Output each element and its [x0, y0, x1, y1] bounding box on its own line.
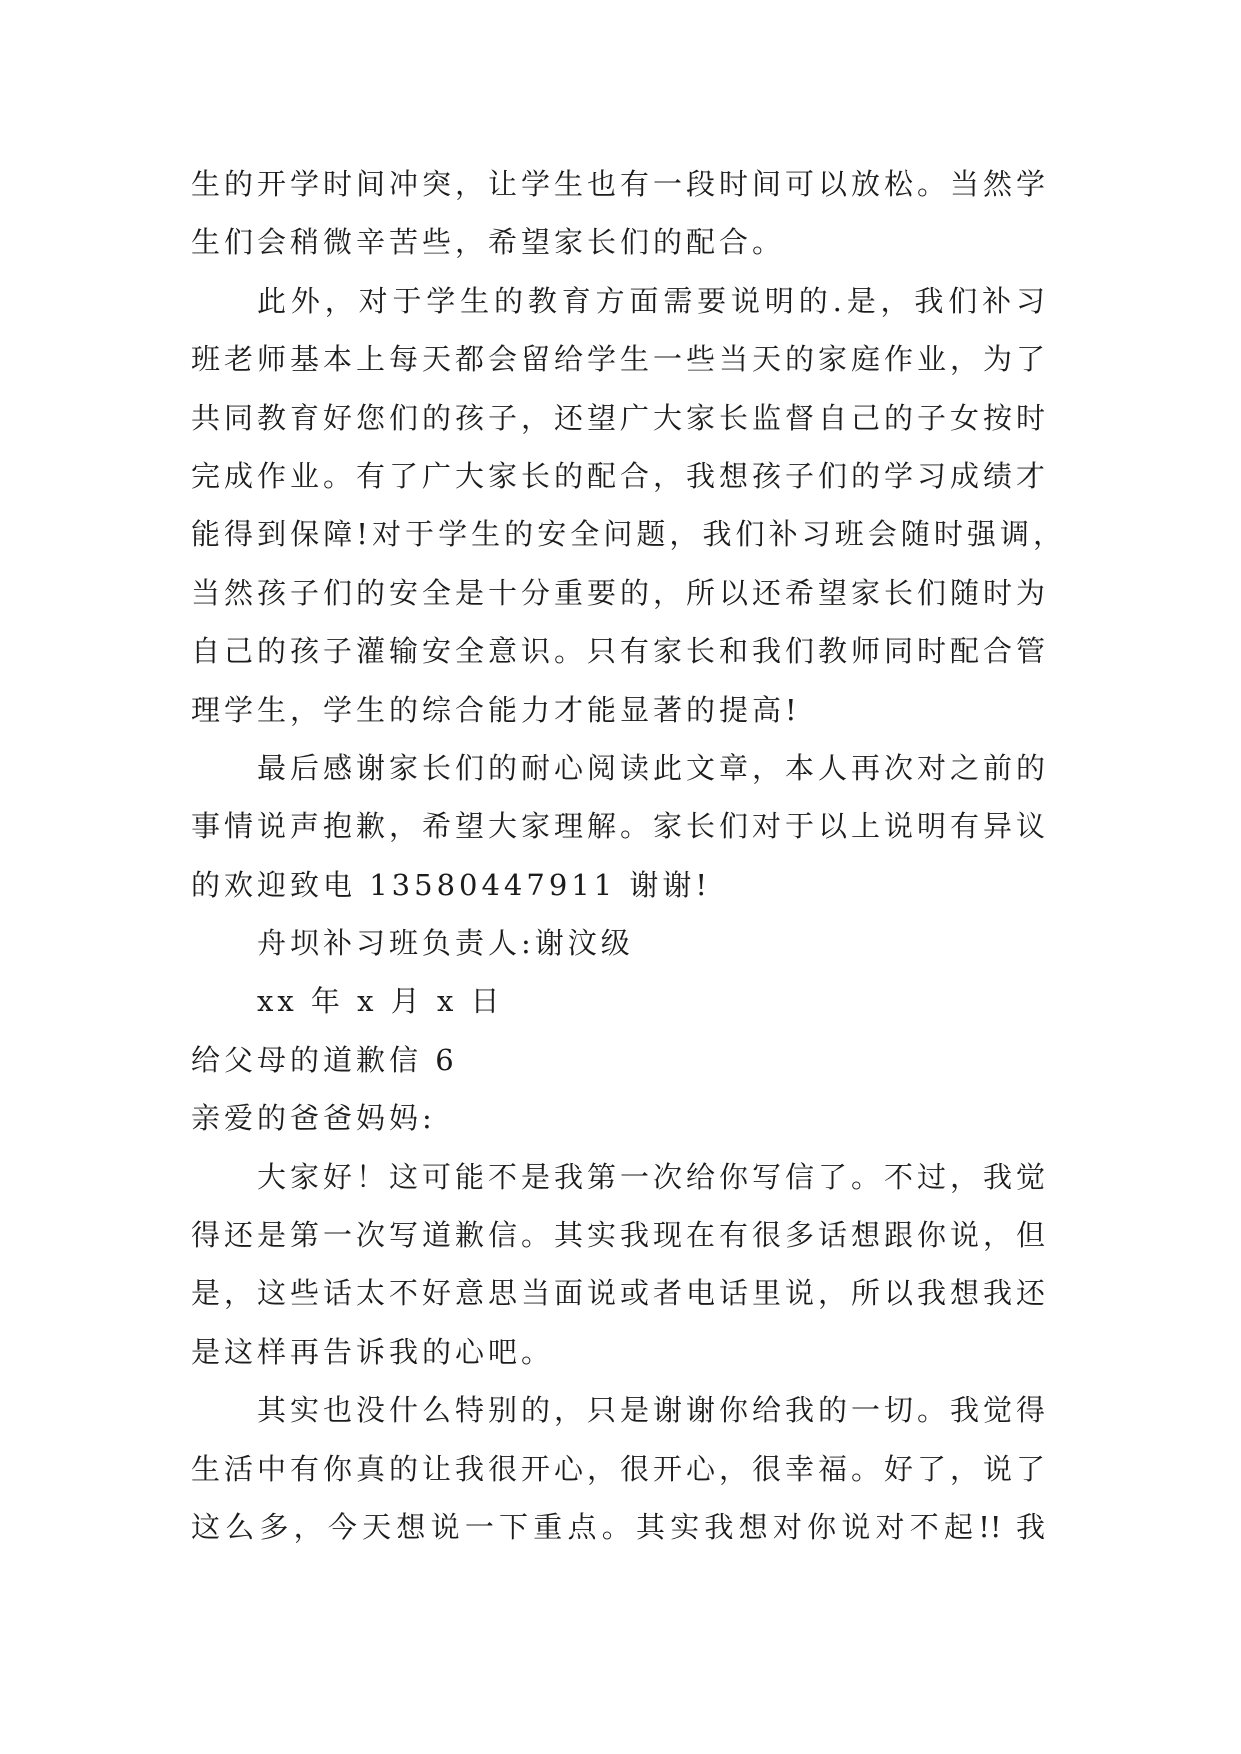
text-line: 此外，对于学生的教育方面需要说明的.是，我们补习: [257, 283, 1045, 318]
paragraph: [191, 1381, 1071, 1556]
text-line: 得还是第一次写道歉信。其实我现在有很多话想跟你说，但: [191, 1218, 1045, 1253]
text-line: 班老师基本上每天都会留给学生一些当天的家庭作业，为了: [191, 342, 1045, 377]
text-line: 生活中有你真的让我很开心，很开心，很幸福。好了，说了: [191, 1451, 1045, 1486]
text-line: 完成作业。有了广大家长的配合，我想孩子们的学习成绩才: [191, 458, 1045, 493]
text-line: 当然孩子们的安全是十分重要的，所以还希望家长们随时为: [191, 575, 1045, 610]
paragraph: [191, 155, 1071, 272]
text-line: 最后感谢家长们的耐心阅读此文章，本人再次对之前的: [257, 750, 1045, 785]
salutation: 亲爱的爸爸妈妈:: [191, 1101, 436, 1136]
document-page: [191, 155, 1071, 1556]
text-line: 是，这些话太不好意思当面说或者电话里说，所以我想我还: [191, 1276, 1045, 1311]
text-line: 能得到保障!对于学生的安全问题，我们补习班会随时强调，: [191, 517, 1062, 552]
text-line: 这么多，今天想说一下重点。其实我想对你说对不起!! 我: [191, 1509, 1045, 1544]
text-line: 其实也没什么特别的，只是谢谢你给我的一切。我觉得: [257, 1393, 1045, 1428]
text-line: 生们会稍微辛苦些，希望家长们的配合。: [191, 225, 786, 260]
text-line: 生的开学时间冲突，让学生也有一段时间可以放松。当然学: [191, 167, 1045, 201]
signature: 舟坝补习班负责人:谢汶级: [257, 926, 634, 961]
paragraph: [191, 1148, 1071, 1382]
paragraph: [191, 739, 1071, 914]
letter-title: 给父母的道歉信 6: [191, 1042, 458, 1077]
text-line: 共同教育好您们的孩子，还望广大家长监督自己的子女按时: [191, 400, 1045, 435]
paragraph: [191, 272, 1071, 739]
date: xx 年 x 月 x 日: [257, 984, 504, 1019]
text-line: 是这样再告诉我的心吧。: [191, 1334, 555, 1369]
text-line: 自己的孩子灌输安全意识。只有家长和我们教师同时配合管: [191, 634, 1045, 669]
text-line: 事情说声抱歉，希望大家理解。家长们对于以上说明有异议: [191, 809, 1045, 844]
text-line: 大家好！这可能不是我第一次给你写信了。不过，我觉: [257, 1159, 1045, 1194]
text-line: 的欢迎致电 13580447911 谢谢!: [191, 867, 712, 902]
text-line: 理学生，学生的综合能力才能显著的提高!: [191, 692, 801, 727]
